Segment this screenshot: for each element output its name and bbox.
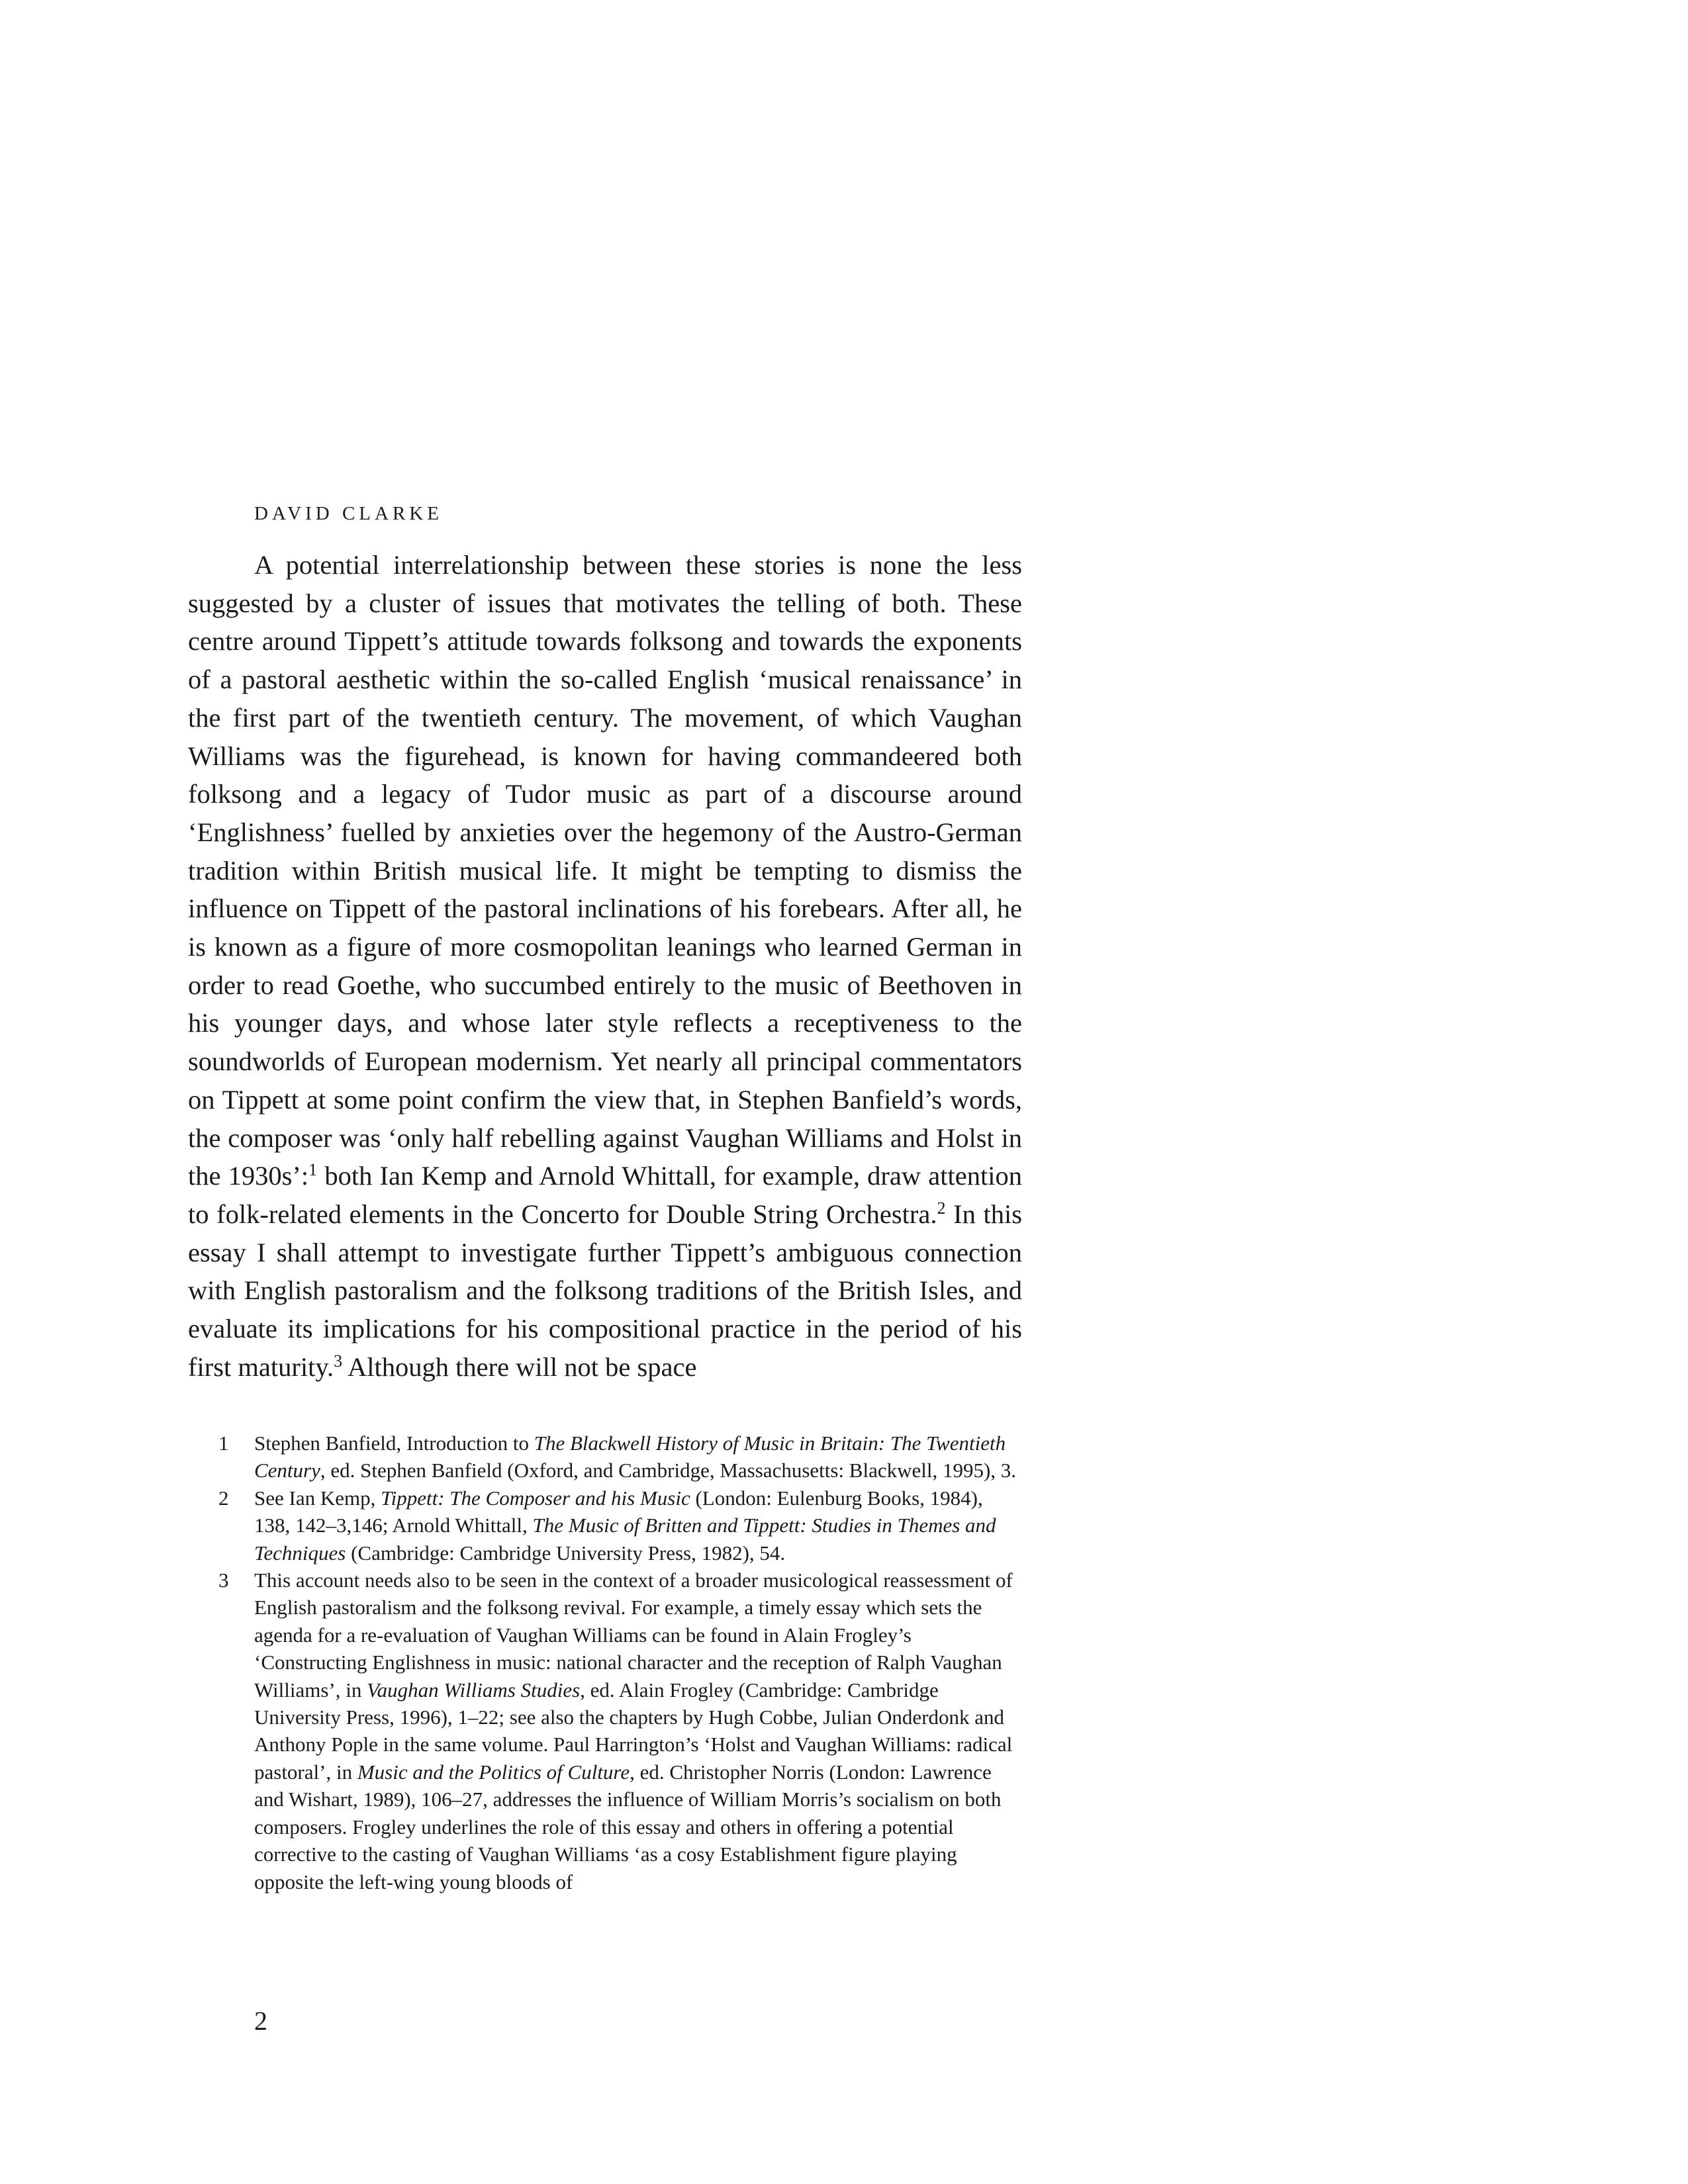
footnote-book-title: Music and the Politics of Culture [357, 1760, 630, 1784]
footnote-text: See Ian Kemp, [254, 1486, 381, 1510]
running-head: DAVID CLARKE [254, 503, 443, 524]
footnote-1 [218, 1430, 1022, 1484]
paragraph-text-segment: Although there will not be space [342, 1351, 697, 1382]
footnote-3 [218, 1567, 1022, 1895]
footnote-number: 3 [218, 1569, 229, 1592]
main-text-paragraph [188, 546, 1022, 1386]
paragraph-text-segment: In this essay I shall attempt to investigate further Tippett’s ambiguous connection with English pastoralism and the folksong traditions of the British Isles, and evaluate its implications for his compositional practice in the period of his first maturity. [188, 1199, 1022, 1382]
footnote-text: (London: Eulenburg Books, 1984), 138, 142–3,146; Arnold Whittall, [254, 1486, 983, 1537]
footnote-book-title: The Music of Britten and Tippett: Studies in Themes and Techniques [254, 1514, 996, 1565]
footnote-reference-3: 3 [334, 1351, 343, 1371]
footnote-text: Stephen Banfield, Introduction to [254, 1432, 534, 1455]
footnote-text: This account needs also to be seen in the context of a broader musicological reassessment of English pastoralism and the folksong revival. For example, a timely essay which sets the agenda for a re-evaluation of Vaughan Williams can be found in Alain Frogley’s ‘Constructing Englishness in music: national character and the reception of Ralph Vaughan Williams’, in [254, 1569, 1013, 1702]
footnote-text: , ed. Christopher Norris (London: Lawrence and Wishart, 1989), 106–27, addresses the influence of William Morris’s socialism on both composers. Frogley underlines the role of this essay and others in offering a potential corrective to the casting of Vaughan Williams ‘as a cosy Establishment figure playing opposite the left-wing young bloods of [254, 1760, 1002, 1893]
page-number: 2 [254, 2006, 267, 2036]
footnote-text: (Cambridge: Cambridge University Press, 1982), 54. [346, 1541, 786, 1565]
footnote-reference-2: 2 [937, 1198, 946, 1218]
footnote-number: 2 [218, 1486, 229, 1510]
paragraph-text-segment: A potential interrelationship between these stories is none the less suggested by a cluster of issues that motivates the telling of both. These centre around Tippett’s attitude towards folksong and towards the exponents of a pastoral aesthetic within the so-called English ‘musical renaissance’ in the first part of the twentieth century. The movement, of which Vaughan Williams was the figurehead, is known for having commandeered both folksong and a legacy of Tudor music as part of a discourse around ‘Englishness’ fuelled by anxieties over the hegemony of the Austro-German tradition within British musical life. It might be tempting to dismiss the influence on Tippett of the pastoral inclinations of his forebears. After all, he is known as a figure of more cosmopolitan leanings who learned German in order to read Goethe, who succumbed entirely to the music of Beethoven in his younger days, and whose later style reflects a receptiveness to the soundworlds of European modernism. Yet nearly all principal commentators on Tippett at some point confirm the view that, in Stephen Banfield’s words, the composer was ‘only half rebelling against Vaughan Williams and Holst in the 1930s’: [188, 550, 1022, 1191]
footnote-2 [218, 1484, 1022, 1567]
footnote-book-title: Tippett: The Composer and his Music [381, 1486, 690, 1510]
footnote-text: , ed. Stephen Banfield (Oxford, and Cambridge, Massachusetts: Blackwell, 1995), 3. [320, 1459, 1017, 1482]
footnotes-list [218, 1430, 1022, 1895]
footnote-reference-1: 1 [308, 1160, 318, 1180]
footnote-book-title: Vaughan Williams Studies [367, 1678, 581, 1702]
footnote-number: 1 [218, 1432, 229, 1455]
paragraph-text-segment: both Ian Kemp and Arnold Whittall, for example, draw attention to folk-related elements in the Concerto for Double String Orchestra. [188, 1161, 1022, 1229]
footnote-text: , ed. Alain Frogley (Cambridge: Cambridge University Press, 1996), 1–22; see also the chapters by Hugh Cobbe, Julian Onderdonk and Anthony Pople in the same volume. Paul Harrington’s ‘Holst and Vaughan Williams: radical pastoral’, in [254, 1678, 1013, 1784]
footnote-book-title: The Blackwell History of Music in Britain: The Twentieth Century [254, 1432, 1006, 1482]
